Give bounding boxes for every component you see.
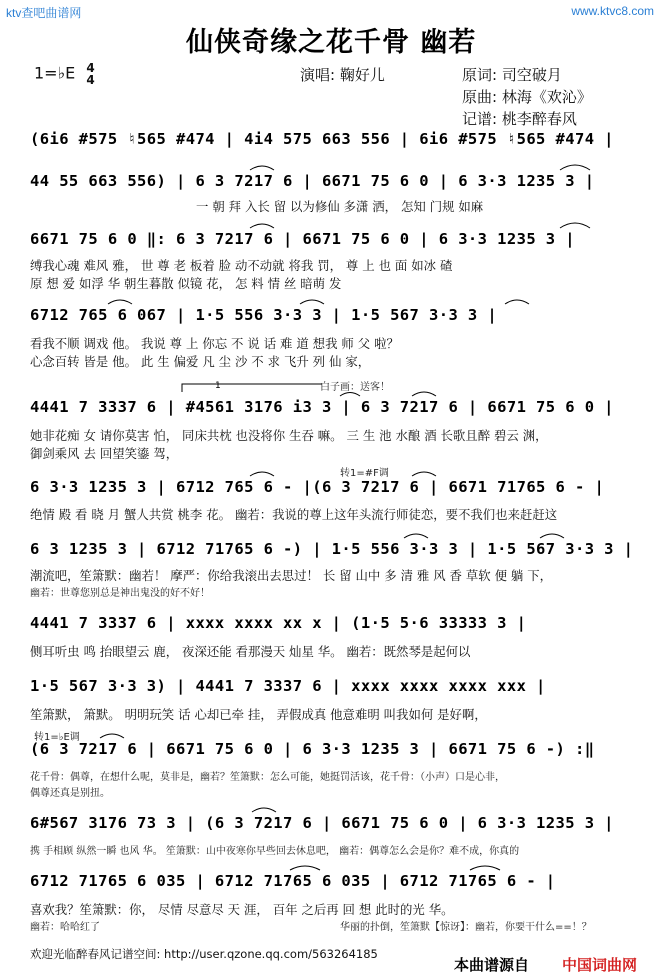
notation-row: (6i6 #575 ♮565 #474 | 4i4 575 663 556 | 6i6 #575 ♮565 #474 | xyxy=(30,130,614,148)
score-title: 仙侠奇缘之花千骨 幽若 xyxy=(186,27,477,58)
lyric-line: 花千骨：偶尊，在想什么呢，莫非是，幽若？笙箫默：怎么可能，她挺罚活该，花千骨：（小声）口是心非， xyxy=(30,772,505,783)
slur xyxy=(412,472,436,476)
notation-row: (6 3 7217 6 | 6671 75 6 0 | 6 3·3 1235 3 | 6671 75 6 -) :‖ xyxy=(30,740,595,758)
notation-row: 6712 71765 6 035 | 6712 71765 6 035 | 6712 71765 6 - | xyxy=(30,872,556,890)
slur xyxy=(250,224,274,228)
volta-bracket xyxy=(182,384,322,392)
notation-row: 6 3 1235 3 | 6712 71765 6 -) | 1·5 556 3·3 3 | 1·5 567 3·3 3 | xyxy=(30,540,634,558)
lyric-line: 一 朝 拜 入长 留 以为修仙 多潇 洒， 怎知 门规 如麻 xyxy=(196,199,484,214)
notation-row: 1·5 567 3·3 3) | 4441 7 3337 6 | xxxx xxxx xxxx xxx | xyxy=(30,677,546,695)
annotation: 转1=#F调 xyxy=(340,468,389,479)
annotation: 华丽的扑倒，笙箫默【惊讶】：幽若，你要干什么==！？ xyxy=(340,922,592,933)
lyric-line: 幽若：哈哈红了 xyxy=(30,922,100,933)
slur xyxy=(560,165,590,170)
key-label: 1=♭E xyxy=(34,63,76,83)
lyric-line: 看我不顺 调戏 他。 我说 尊 上 你忘 不 说 话 难 道 想我 师 父 啦？ xyxy=(30,336,399,351)
lyric-line: 喜欢我？笙箫默：你， 尽情 尽意尽 天 涯， 百年 之后再 回 想 此时的光 华。 xyxy=(30,902,454,917)
composer: 原曲: 林海《欢沁》 xyxy=(462,88,592,106)
notation-row: 6712 765 6 067 | 1·5 556 3·3 3 | 1·5 567 3·3 3 | xyxy=(30,306,498,324)
lyric-line: 偶尊还真是别扭。 xyxy=(30,788,110,799)
lyricist: 原词: 司空破月 xyxy=(462,66,562,84)
lyric-line: 御剑乘风 去 回望笑鎏 驾， xyxy=(30,446,179,461)
transcriber: 记谱: 桃李醉春风 xyxy=(462,110,577,128)
slur xyxy=(250,166,274,170)
volta-number: 1 xyxy=(215,381,221,391)
source-label: 本曲谱源自 xyxy=(454,956,530,974)
annotation: 白子画：送客！ xyxy=(320,382,390,393)
slur xyxy=(540,534,564,538)
lyric-line: 幽若：世尊您别总是神出鬼没的好不好！ xyxy=(30,588,210,599)
slur xyxy=(505,300,529,304)
notation-row: 6671 75 6 0 ‖: 6 3 7217 6 | 6671 75 6 0 | 6 3·3 1235 3 | xyxy=(30,230,575,248)
annotation: 转1=♭E调 xyxy=(34,732,80,743)
slur xyxy=(250,472,274,476)
lyric-line: 她非花痴 女 请你莫害 怕， 同床共枕 也没将你 生吞 嘛。 三 生 池 水酿 酒 长歌且醉 碧云 渊， xyxy=(30,428,548,443)
time-bottom: 4 xyxy=(86,73,95,87)
notation-row: 44 55 663 556) | 6 3 7217 6 | 6671 75 6 0 | 6 3·3 1235 3 | xyxy=(30,172,595,190)
lyric-line: 缚我心魂 难风 雅， 世 尊 老 板着 脸 动不动就 将我 罚， 尊 上 也 面 如冰 碴 xyxy=(30,258,453,273)
slur xyxy=(404,534,428,538)
slur xyxy=(252,808,276,812)
brand-name: 中国词曲网 xyxy=(562,956,638,974)
lyric-line: 潮流吧，笙箫默：幽若！ 摩严：你给我滚出去思过！ 长 留 山中 多 清 雅 风 香 草软 便 躺 下， xyxy=(30,568,553,583)
notation-row: 6#567 3176 73 3 | (6 3 7217 6 | 6671 75 6 0 | 6 3·3 1235 3 | xyxy=(30,814,614,832)
time-top: 4 xyxy=(86,61,95,75)
notation-row: 4441 7 3337 6 | xxxx xxxx xx x | (1·5 5·6 33333 3 | xyxy=(30,614,527,632)
slur xyxy=(108,300,132,304)
footer-text: 欢迎光临醉春风记谱空间: http://user.qzone.qq.com/563264185 xyxy=(30,947,378,961)
lyric-line: 笙箫默， 箫默。 明明玩笑 话 心却已牵 挂， 弄假成真 他意难明 叫我如何 是好啊， xyxy=(30,707,487,722)
slur xyxy=(340,393,360,397)
slur xyxy=(290,866,320,870)
lyric-line: 原 想 爱 如浮 华 朝生暮散 似镜 花， 怎 料 情 丝 暗萌 发 xyxy=(30,276,342,291)
notation-row: 4441 7 3337 6 | #4561 3176 i3 3 | 6 3 7217 6 | 6671 75 6 0 | xyxy=(30,398,614,416)
watermark-right: www.ktvc8.com xyxy=(571,4,654,18)
watermark-left: ktv查吧曲谱网 xyxy=(6,6,82,20)
slur xyxy=(412,392,436,396)
lyric-line: 侧耳听虫 鸣 抬眼望云 鹿， 夜深还能 看那漫天 灿星 华。 幽若：既然琴是起何以 xyxy=(30,644,471,659)
singer: 演唱: 鞠好儿 xyxy=(300,66,385,84)
notation-row: 6 3·3 1235 3 | 6712 765 6 - |(6 3 7217 6 | 6671 71765 6 - | xyxy=(30,478,605,496)
slur xyxy=(560,223,590,228)
lyric-line: 绝情 殿 看 晓 月 蟹人共赏 桃李 花。 幽若：我说的尊上这年头流行师徒恋，要不我们也来赶赶这 xyxy=(30,507,558,522)
slur xyxy=(100,734,124,738)
slur xyxy=(470,866,500,870)
lyric-line: 心念百转 皆是 他。 此 生 偏爱 凡 尘 沙 不 求 飞升 列 仙 家， xyxy=(30,354,371,369)
lyric-line: 携 手相顾 纵然一瞬 也风 华。 笙箫默：山中夜寒你早些回去休息吧， 幽若：偶尊怎么会是你？难不成，你真的 xyxy=(30,846,520,857)
slur xyxy=(300,300,324,304)
